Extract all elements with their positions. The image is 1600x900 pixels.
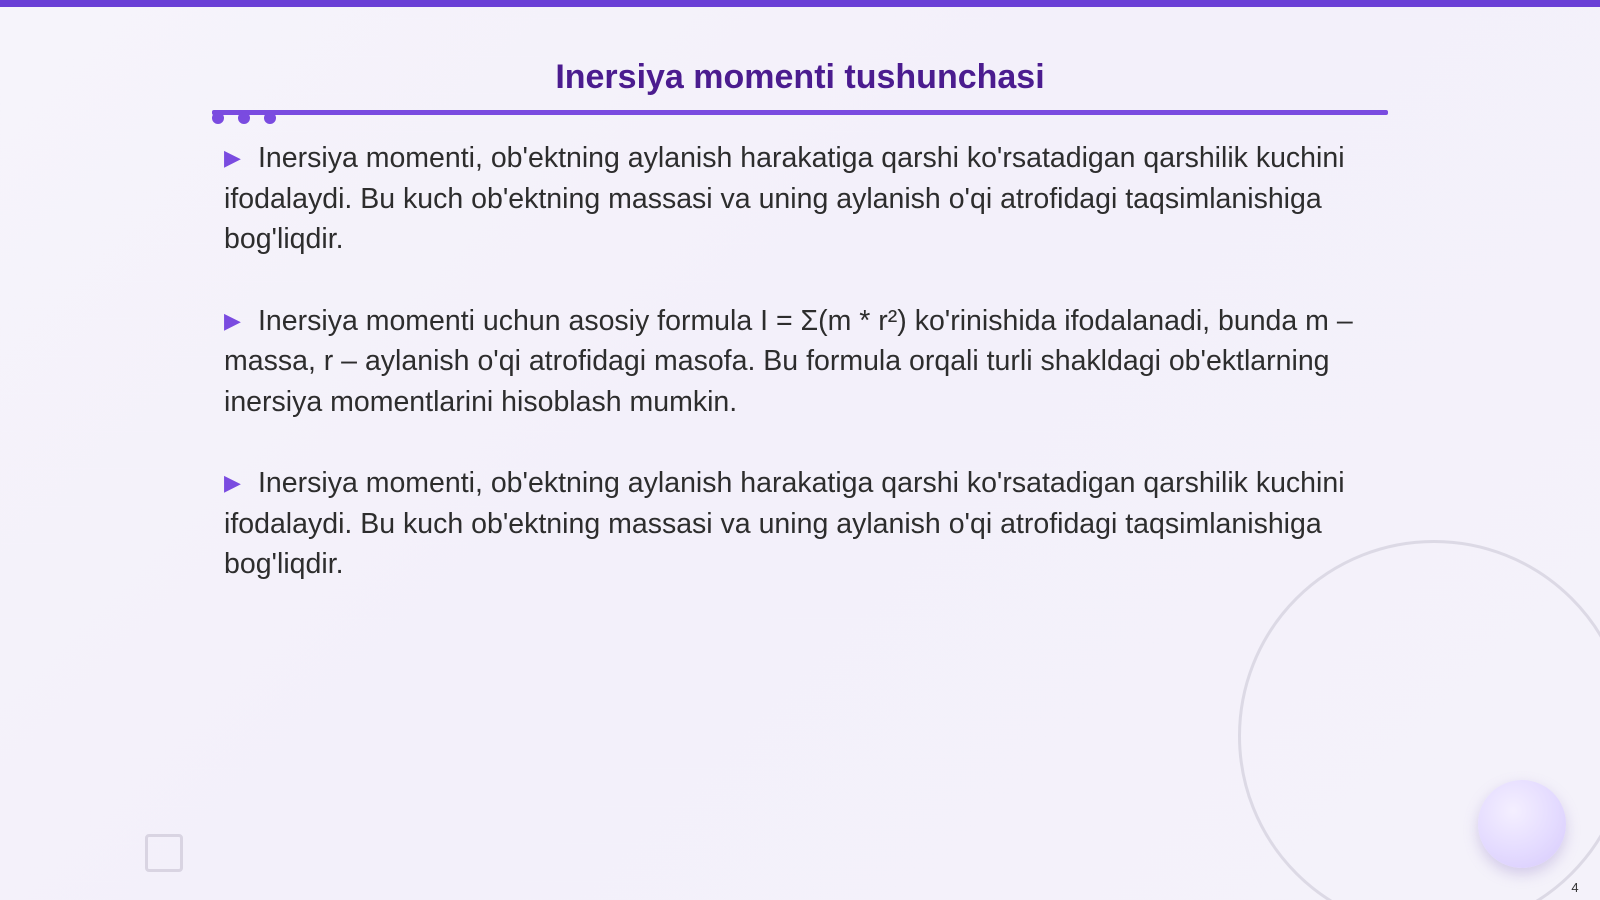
bullet-text: Inersiya momenti, ob'ektning aylanish harakatiga qarshi ko'rsatadigan qarshilik kuchini ifodalaydi. Bu kuch ob'ektning massasi va uning aylanish o'qi atrofidagi taqsimlanishiga bog'liqdir. bbox=[224, 142, 1345, 255]
decorative-square bbox=[145, 834, 183, 872]
triangle-right-icon: ▶ bbox=[224, 145, 241, 170]
slide-title: Inersiya momenti tushunchasi bbox=[555, 58, 1045, 96]
triangle-right-icon: ▶ bbox=[224, 470, 241, 495]
page-number: 4 bbox=[1571, 880, 1579, 895]
bullet-item bbox=[224, 301, 1354, 423]
top-accent-bar bbox=[0, 0, 1600, 7]
bullet-list bbox=[224, 138, 1354, 626]
title-underline bbox=[212, 110, 1388, 115]
bullet-item bbox=[224, 463, 1354, 585]
triangle-right-icon: ▶ bbox=[224, 307, 241, 333]
decorative-dot bbox=[212, 112, 224, 124]
decorative-dot bbox=[264, 112, 276, 124]
bullet-text: Inersiya momenti uchun asosiy formula I = Σ(m * r²) ko'rinishida ifodalanadi, bunda m – massa, r – aylanish o'qi atrofidagi masofa. Bu formula orqali turli shakldagi ob'ektlarning inersiya momentlarini hisoblash mumkin. bbox=[224, 304, 1353, 418]
decorative-dot bbox=[238, 112, 250, 124]
decorative-sphere bbox=[1478, 780, 1566, 868]
bullet-text: Inersiya momenti, ob'ektning aylanish harakatiga qarshi ko'rsatadigan qarshilik kuchini ifodalaydi. Bu kuch ob'ektning massasi va uning aylanish o'qi atrofidagi taqsimlanishiga bog'liqdir. bbox=[224, 467, 1345, 580]
bullet-item bbox=[224, 138, 1354, 260]
